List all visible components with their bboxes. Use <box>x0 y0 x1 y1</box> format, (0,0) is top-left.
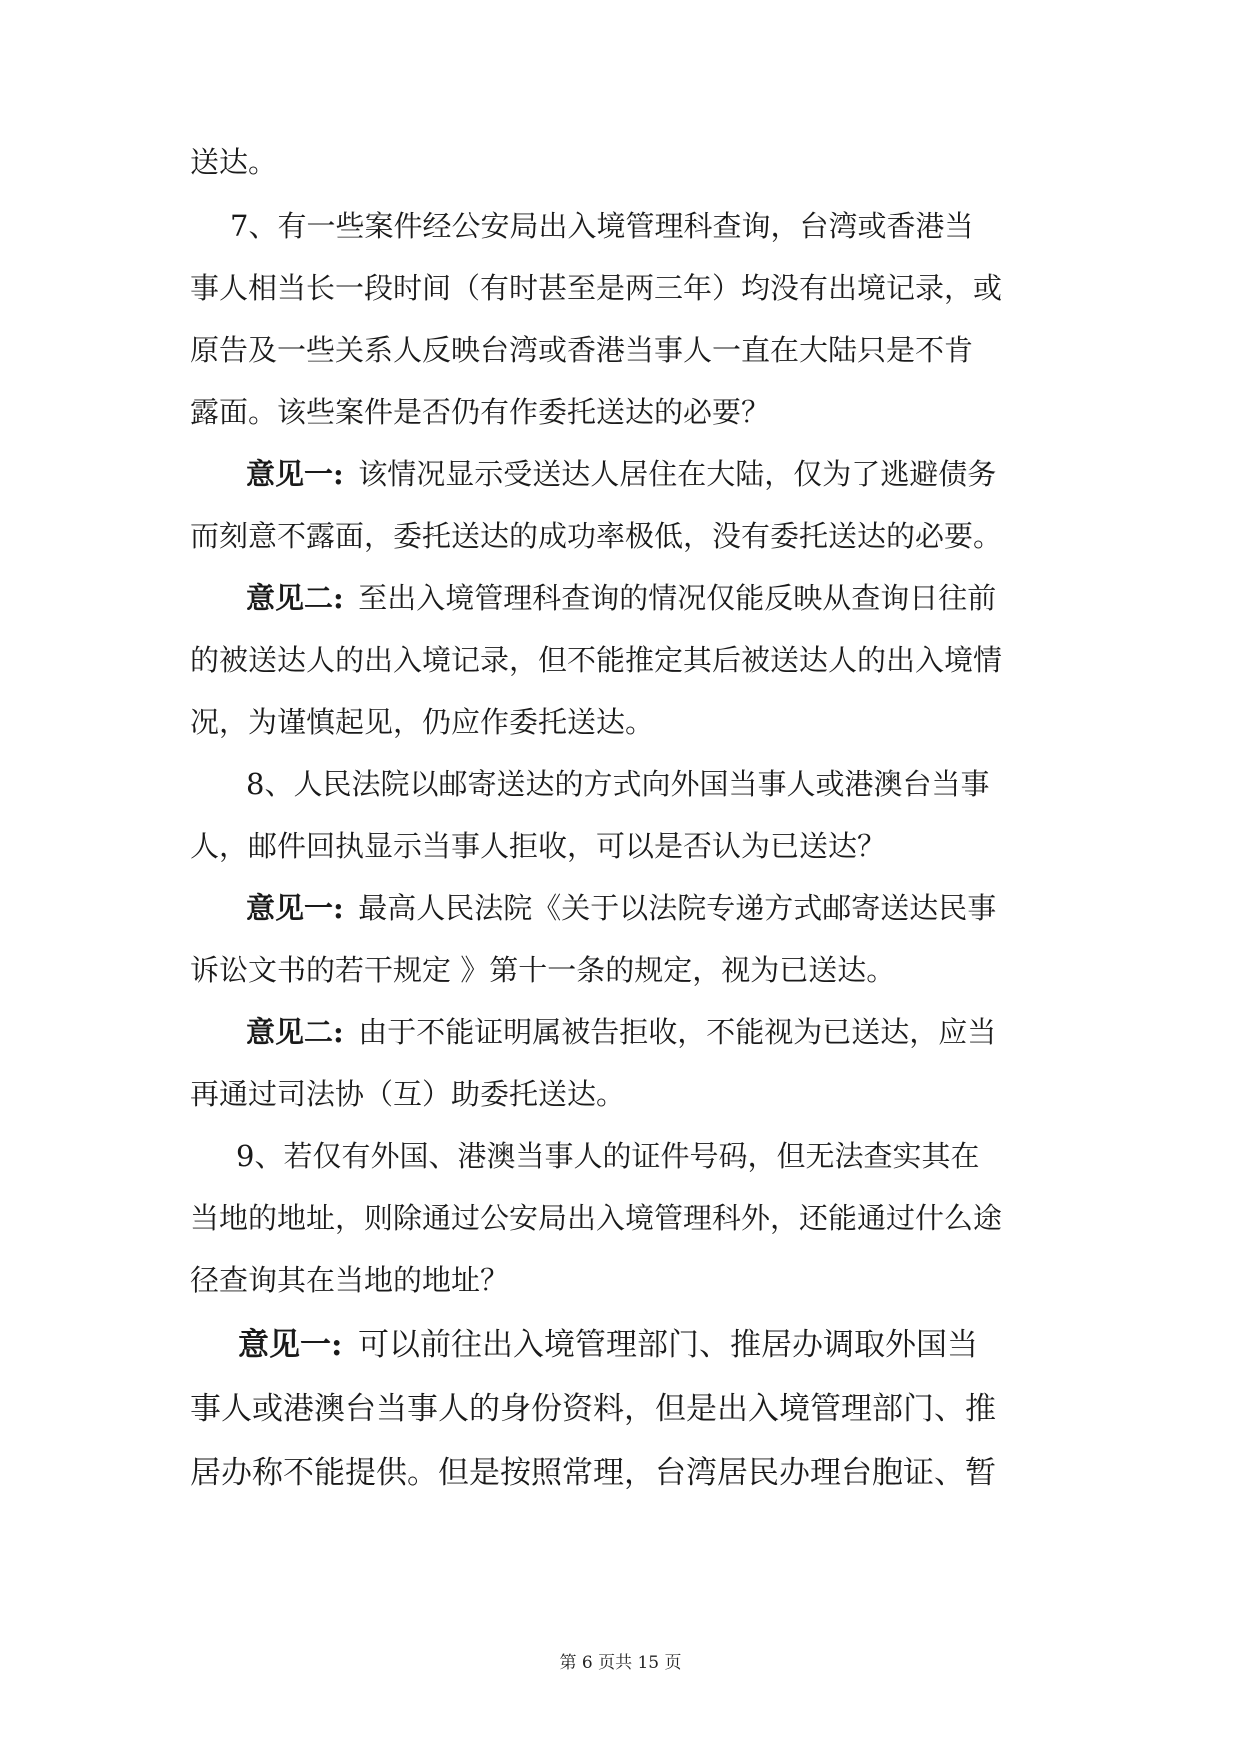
question-8-line-2: 人，邮件回执显示当事人拒收，可以是否认为已送达？ <box>190 829 887 863</box>
opinion-label: 意见一: <box>246 891 344 925</box>
paragraph-line: 送达。 <box>190 145 278 179</box>
question-7-line-2: 事人相当长一段时间（有时甚至是两三年）均没有出境记录，或 <box>190 271 1003 305</box>
question-9-line-1: 9、若仅有外国、港澳当事人的证件号码，但无法查实其在 <box>236 1139 980 1173</box>
question-9-line-2: 当地的地址，则除通过公安局出入境管理科外，还能通过什么途 <box>190 1201 1003 1235</box>
opinion-label: 意见二: <box>246 1015 344 1049</box>
opinion-text: 可以前往出入境管理部门、推居办调取外国当 <box>357 1327 978 1363</box>
opinion-label: 意见二: <box>246 581 344 615</box>
question-8-line-1: 8、人民法院以邮寄送达的方式向外国当事人或港澳台当事 <box>246 767 990 801</box>
opinion-1-line-3: 居办称不能提供。但是按照常理，台湾居民办理台胞证、暂 <box>190 1455 996 1491</box>
opinion-2-line-3: 况，为谨慎起见，仍应作委托送达。 <box>190 705 655 739</box>
opinion-label: 意见一: <box>238 1327 343 1363</box>
opinion-1-line-2: 诉讼文书的若干规定 》第十一条的规定，视为已送达。 <box>190 953 896 987</box>
opinion-text: 至出入境管理科查询的情况仅能反映从查询日往前 <box>358 581 997 615</box>
opinion-2-line-1 <box>246 1012 996 1052</box>
opinion-text: 由于不能证明属被告拒收，不能视为已送达，应当 <box>358 1015 997 1049</box>
opinion-2-line-1 <box>246 578 996 618</box>
question-7-line-3: 原告及一些关系人反映台湾或香港当事人一直在大陆只是不肯 <box>190 333 974 367</box>
opinion-1-line-1 <box>246 454 996 494</box>
question-9-line-3: 径查询其在当地的地址？ <box>190 1263 510 1297</box>
question-7-line-4: 露面。该些案件是否仍有作委托送达的必要？ <box>190 395 771 429</box>
opinion-2-line-2: 再通过司法协（互）助委托送达。 <box>190 1077 626 1111</box>
opinion-1-line-2: 事人或港澳台当事人的身份资料，但是出入境管理部门、推 <box>190 1391 996 1427</box>
opinion-text: 最高人民法院《关于以法院专递方式邮寄送达民事 <box>358 891 997 925</box>
opinion-2-line-2: 的被送达人的出入境记录，但不能推定其后被送达人的出入境情 <box>190 643 1003 677</box>
opinion-text: 该情况显示受送达人居住在大陆，仅为了逃避债务 <box>358 457 997 491</box>
page-footer: 第 6 页共 15 页 <box>559 1653 682 1673</box>
opinion-1-line-2: 而刻意不露面，委托送达的成功率极低，没有委托送达的必要。 <box>190 519 1003 553</box>
opinion-1-line-1 <box>246 888 996 928</box>
opinion-1-line-1 <box>238 1324 978 1366</box>
opinion-label: 意见一: <box>246 457 344 491</box>
question-7-line-1: 7、有一些案件经公安局出入境管理科查询，台湾或香港当 <box>230 209 974 243</box>
